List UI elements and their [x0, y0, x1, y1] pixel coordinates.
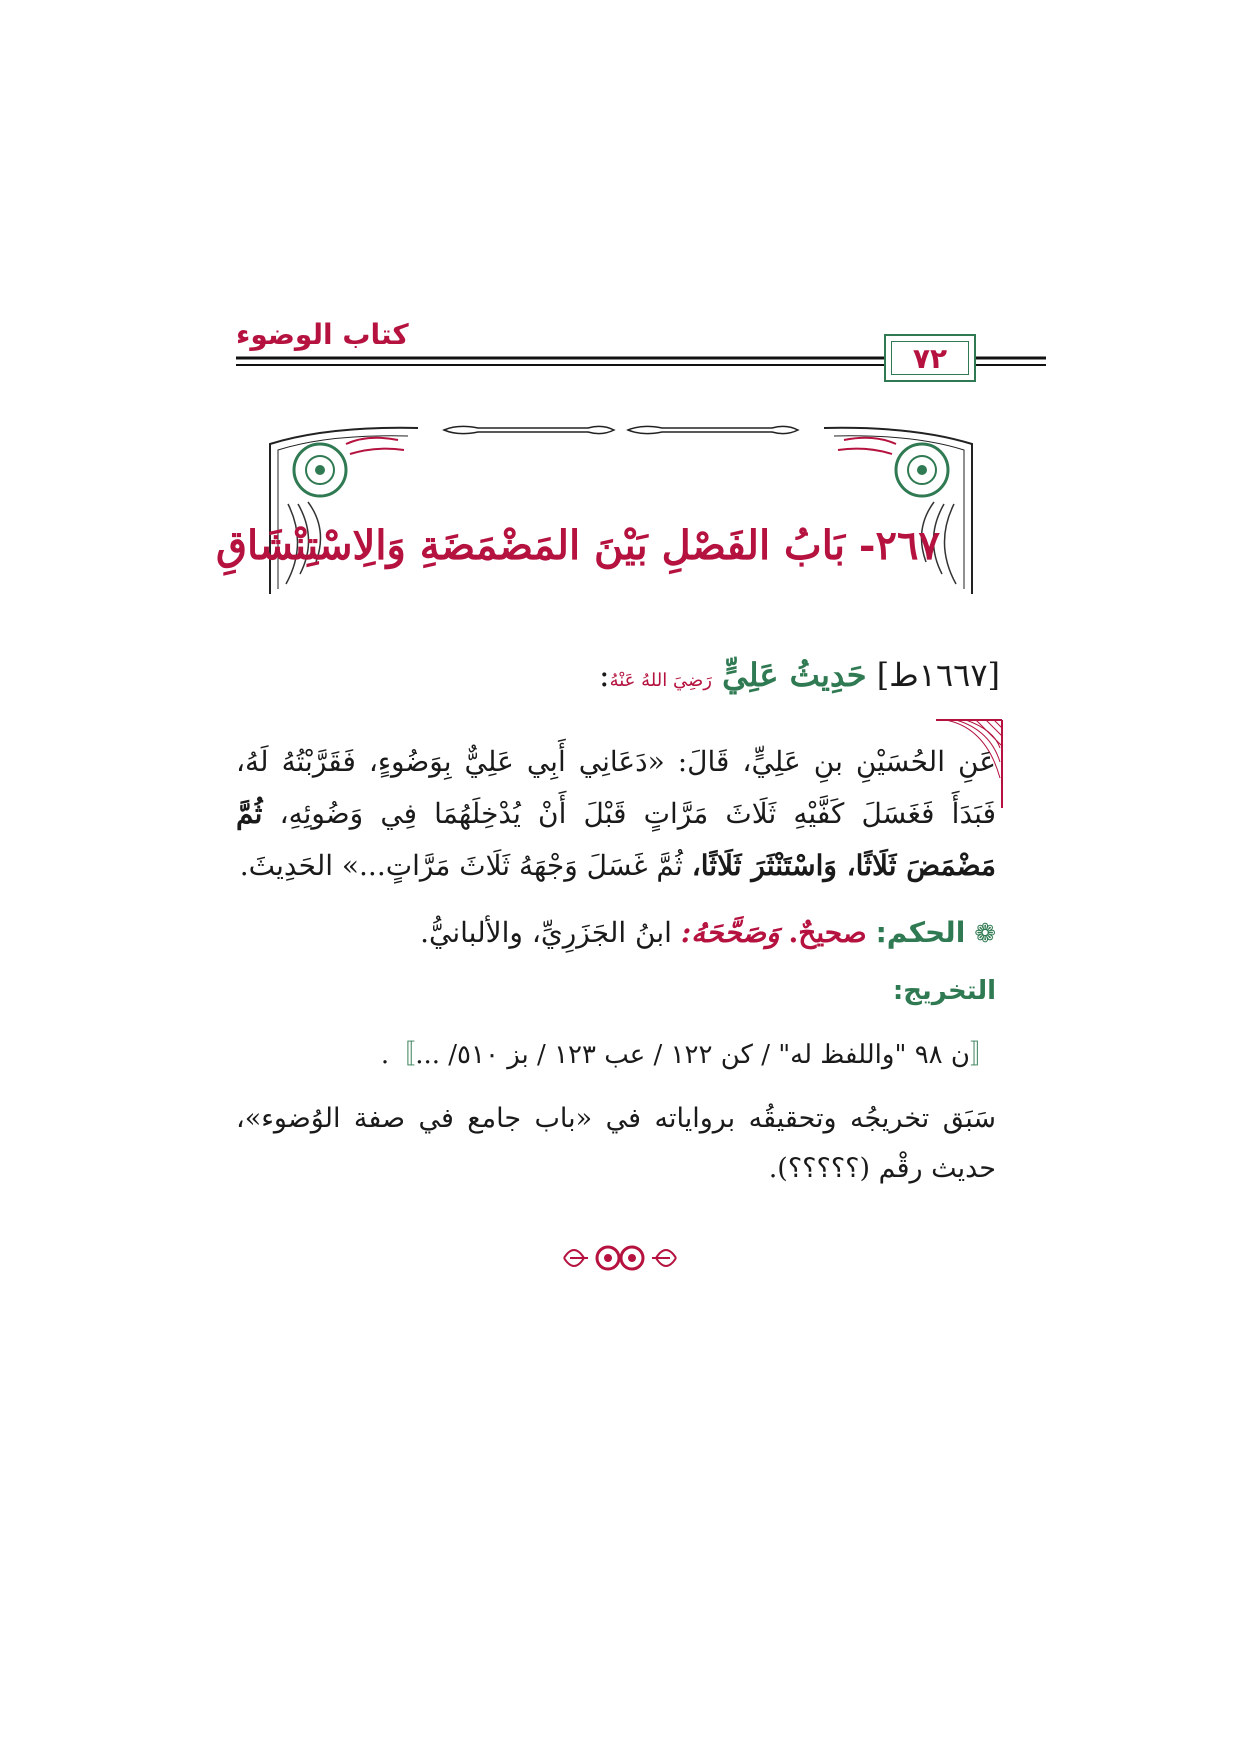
page-number-box — [884, 334, 976, 382]
heading-colon: : — [598, 656, 610, 694]
bracket-open-icon: 〚 — [969, 1040, 996, 1070]
hadith-name: حَدِيثُ عَلِيٍّ — [722, 656, 867, 694]
bracket-close-icon: 〛 — [389, 1040, 416, 1070]
ruling-authorities: ابنُ الجَزَرِيِّ، والألبانيُّ. — [420, 916, 672, 949]
hadith-text-part-2: ثُمَّ غَسَلَ وَجْهَهُ ثَلَاثَ مَرَّاتٍ...» الحَدِيثَ. — [239, 849, 683, 882]
page-number: ٧٢ — [912, 341, 948, 375]
hadith-heading — [599, 656, 1000, 694]
ruling-line — [236, 916, 996, 949]
chapter-title: ٢٦٧- بَابُ الفَصْلِ بَيْنَ المَضْمَضَةِ وَالِاسْتِنْشَاقِ — [215, 522, 940, 569]
hadith-text-bold: ثُمَّ مَضْمَضَ ثَلَاثًا، وَاسْتَنْثَرَ ثَلَاثًا، — [236, 797, 996, 882]
hadith-text-part-1: عَنِ الحُسَيْنِ بنِ عَلِيٍّ، قَالَ: «دَعَانِي أَبِي عَلِيٌّ بِوَضُوءٍ، فَقَرَّبْتُهُ لَهُ، فَبَدَأَ فَغَسَلَ كَفَّيْهِ ثَلَاثَ مَرَّاتٍ قَبْلَ أَنْ يُدْخِلَهُمَا فِي وَضُوئِهِ، — [236, 745, 996, 830]
hadith-ref: [١٦٦٧ط] — [876, 656, 1000, 694]
ruling-authenticated-by: وَصَحَّحَهُ: — [680, 916, 780, 949]
hadith-text — [236, 736, 996, 892]
takhrij-references: 〚ن ٩٨ "واللفظ له" / كن ١٢٢ / عب ١٢٣ / بز ٥١٠/ ...〛. — [380, 1040, 996, 1070]
takhrij-label: التخريج: — [892, 976, 996, 1006]
end-ornament — [560, 1238, 680, 1278]
book-title: كتاب الوضوء — [236, 318, 409, 351]
ruling-label: الحكم: — [875, 916, 966, 949]
takhrij-note: سَبَق تخريجُه وتحقيقُه برواياته في «باب جامع في صفة الوُضوء»، حديث رقْم (؟؟؟؟؟). — [236, 1103, 996, 1184]
references-text: ن ٩٨ "واللفظ له" / كن ١٢٢ / عب ١٢٣ / بز ٥١٠/ ... — [415, 1040, 970, 1070]
flower-icon: ❁ — [974, 919, 996, 949]
ruling-value: صحيحٌ. — [788, 916, 867, 949]
chapter-ornament-frame — [215, 424, 974, 596]
honorific: رَضِيَ اللهُ عَنْهُ — [609, 670, 712, 691]
